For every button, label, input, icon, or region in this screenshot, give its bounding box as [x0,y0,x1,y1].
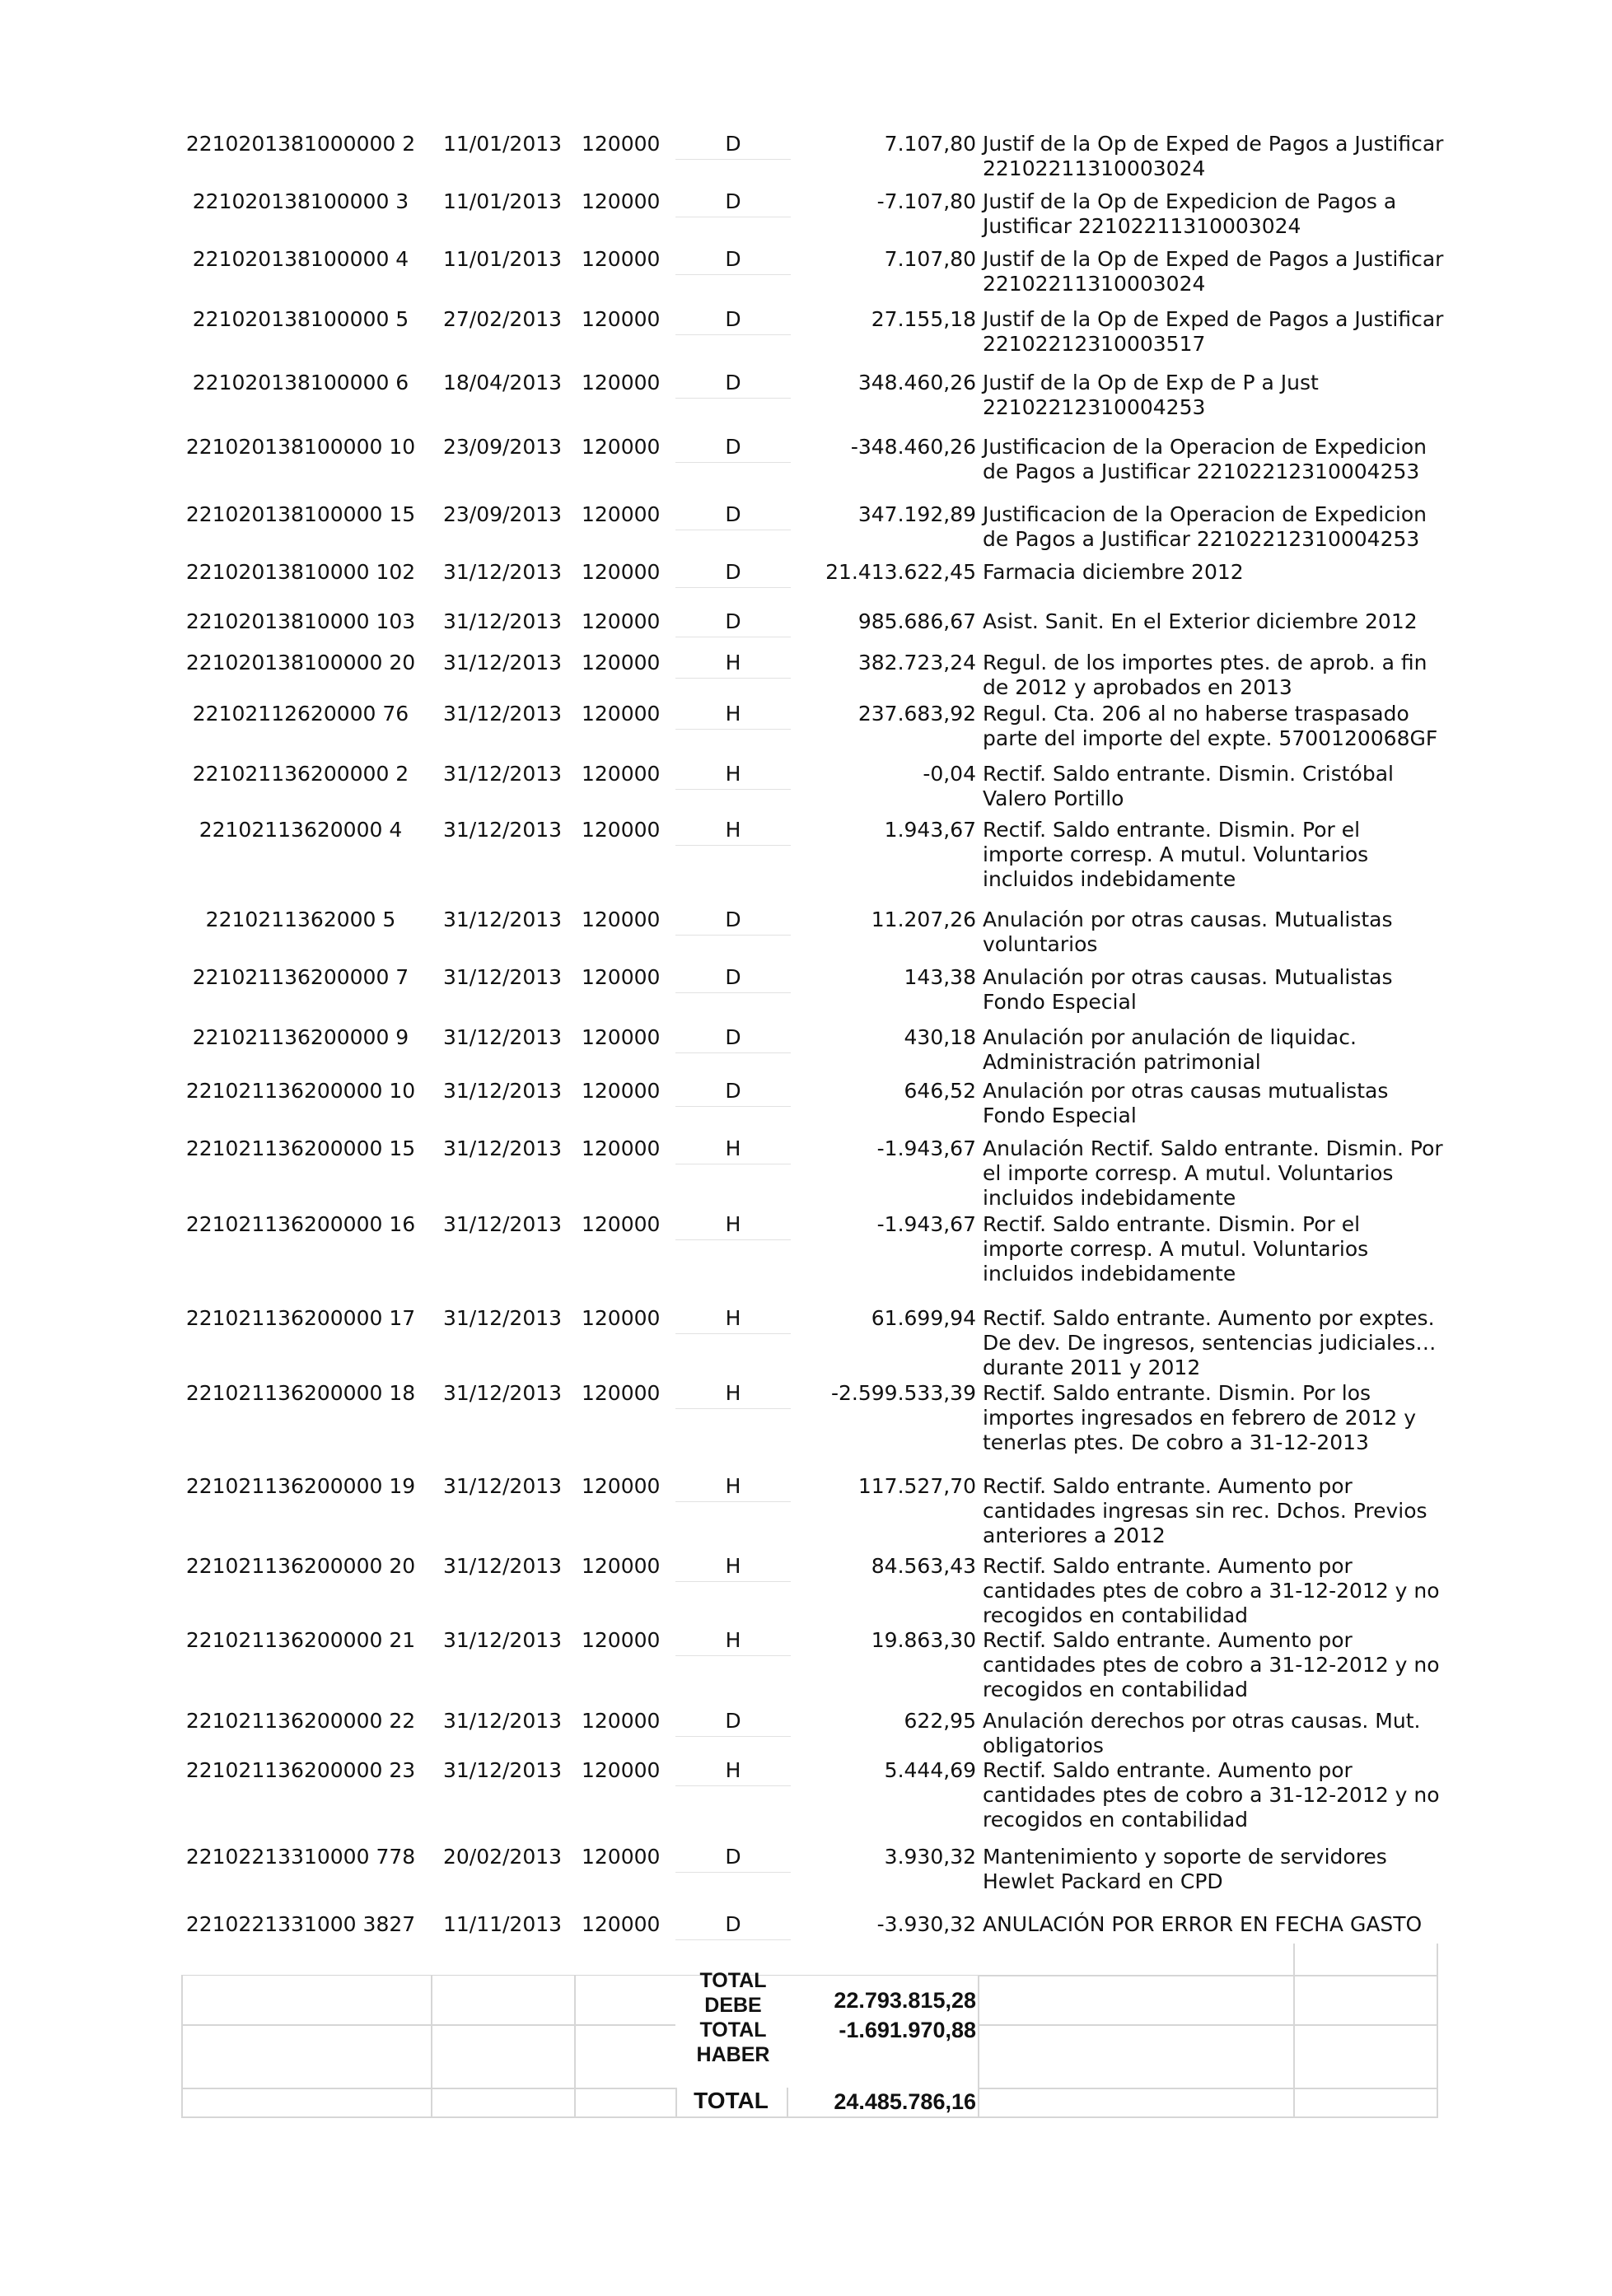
account-code: 120000 [582,762,661,786]
debit-credit-flag: H [725,702,741,726]
cell-border [675,334,791,335]
cell-border [675,992,791,993]
description: Anulación Rectif. Saldo entrante. Dismin. Por el importe corresp. A mutul. Voluntarios incluidos indebidamente [983,1136,1443,1210]
debit-credit-flag: D [725,435,741,459]
debit-credit-flag: D [725,1025,741,1049]
account-code: 120000 [582,1758,661,1782]
description: Rectif. Saldo entrante. Aumento por exptes. De dev. De ingresos, sentencias judiciales… durante 2011 y 2012 [983,1306,1437,1379]
account-code: 120000 [582,132,661,156]
account-code: 120000 [582,1912,661,1936]
debit-credit-flag: D [725,189,741,213]
cell-border [675,1872,791,1873]
entry-date: 18/04/2013 [442,371,563,394]
description: Anulación por anulación de liquidac. Administración patrimonial [983,1025,1357,1074]
cell-border [675,1736,791,1737]
entry-date: 31/12/2013 [442,1554,563,1578]
amount: -7.107,80 [876,189,976,213]
debit-credit-flag: H [725,1306,741,1330]
account-code: 120000 [582,189,661,213]
amount: 3.930,32 [884,1845,976,1869]
entry-id: 221020138100000 3 [192,189,409,213]
entry-id: 221021136200000 10 [185,1079,416,1103]
account-code: 120000 [582,247,661,271]
amount: -0,04 [923,762,976,786]
debit-credit-flag: H [725,762,741,786]
entry-id: 221020138100000 20 [185,651,416,674]
entry-date: 11/01/2013 [442,132,563,156]
debit-credit-flag: D [725,965,741,989]
amount: 5.444,69 [884,1758,976,1782]
description: Justif de la Op de Expedicion de Pagos a Justificar 22102211310003024 [983,189,1397,238]
entry-id: 221021136200000 9 [192,1025,409,1049]
cell-border [675,1581,791,1582]
entry-date: 31/12/2013 [442,1628,563,1652]
amount: 622,95 [904,1709,976,1733]
account-code: 120000 [582,371,661,394]
description: Rectif. Saldo entrante. Aumento por cantidades ptes de cobro a 31-12-2012 y no recogidos en contabilidad [983,1628,1440,1701]
account-code: 120000 [582,1136,661,1160]
cell-border [675,1052,791,1053]
description: Regul. de los importes ptes. de aprob. a fin de 2012 y aprobados en 2013 [983,651,1427,699]
entry-id: 221021136200000 21 [185,1628,416,1652]
amount: 430,18 [904,1025,976,1049]
total-haber-value: -1.691.970,88 [839,2018,976,2042]
description: Anulación por otras causas. Mutualistas Fondo Especial [983,965,1393,1014]
entry-date: 31/12/2013 [442,1758,563,1782]
description: Anulación derechos por otras causas. Mut. obligatorios [983,1709,1421,1757]
cell-border [675,1939,791,1940]
entry-date: 31/12/2013 [442,1306,563,1330]
total-debe-value: 22.793.815,28 [834,1988,976,2013]
entry-id: 221021136200000 17 [185,1306,416,1330]
amount: 19.863,30 [871,1628,976,1652]
amount: 348.460,26 [857,371,976,394]
account-code: 120000 [582,1709,661,1733]
cell-border [675,729,791,730]
entry-date: 31/12/2013 [442,609,563,633]
account-code: 120000 [582,1554,661,1578]
cell-border [675,789,791,790]
entry-date: 31/12/2013 [442,1025,563,1049]
entry-date: 31/12/2013 [442,1136,563,1160]
entry-id: 221021136200000 19 [185,1474,416,1498]
amount: 84.563,43 [871,1554,976,1578]
account-code: 120000 [582,1845,661,1869]
account-code: 120000 [582,502,661,526]
description: Rectif. Saldo entrante. Dismin. Por el importe corresp. A mutul. Voluntarios incluidos indebidamente [983,818,1369,891]
debit-credit-flag: D [725,247,741,271]
entry-date: 31/12/2013 [442,908,563,931]
description: Rectif. Saldo entrante. Aumento por cantidades ptes de cobro a 31-12-2012 y no recogidos en contabilidad [983,1758,1440,1832]
debit-credit-flag: H [725,1136,741,1160]
account-code: 120000 [582,908,661,931]
total-debe-label: TOTAL DEBE [699,1969,767,2017]
amount: 237.683,92 [857,702,976,726]
amount: -2.599.533,39 [830,1381,976,1405]
amount: 11.207,26 [871,908,976,931]
debit-credit-flag: D [725,1845,741,1869]
cell-border [675,1408,791,1409]
cell-border [675,1501,791,1502]
entry-date: 23/09/2013 [442,502,563,526]
description: Rectif. Saldo entrante. Dismin. Por el importe corresp. A mutul. Voluntarios incluidos indebidamente [983,1212,1369,1286]
account-code: 120000 [582,1628,661,1652]
entry-date: 27/02/2013 [442,307,563,331]
amount: -348.460,26 [850,435,976,459]
entry-id: 221020138100000 5 [192,307,409,331]
cell-border [675,1655,791,1656]
debit-credit-flag: H [725,1474,741,1498]
description: Anulación por otras causas. Mutualistas voluntarios [983,908,1393,956]
amount: 985.686,67 [857,609,976,633]
entry-date: 11/11/2013 [442,1912,563,1936]
description: Rectif. Saldo entrante. Aumento por cantidades ingresas sin rec. Dchos. Previos anteriores a 2012 [983,1474,1427,1547]
entry-id: 221021136200000 15 [185,1136,416,1160]
amount: 143,38 [904,965,976,989]
description: Rectif. Saldo entrante. Dismin. Por los importes ingresados en febrero de 2012 y tenerlas ptes. De cobro a 31-12-2013 [983,1381,1417,1454]
entry-id: 22102013810000 102 [185,560,416,584]
description: Justif de la Op de Exp de P a Just 22102212310004253 [983,371,1319,419]
debit-credit-flag: D [725,908,741,931]
cell-border [675,845,791,846]
entry-date: 31/12/2013 [442,702,563,726]
entry-date: 11/01/2013 [442,189,563,213]
debit-credit-flag: H [725,651,741,674]
amount: -3.930,32 [876,1912,976,1936]
entry-id: 221020138100000 6 [192,371,409,394]
cell-border [675,398,791,399]
amount: 7.107,80 [884,132,976,156]
description: Anulación por otras causas mutualistas Fondo Especial [983,1079,1389,1127]
entry-id: 22102113620000 4 [199,818,403,842]
entry-date: 20/02/2013 [442,1845,563,1869]
debit-credit-flag: D [725,502,741,526]
entry-date: 31/12/2013 [442,651,563,674]
entry-id: 22102112620000 76 [192,702,409,726]
entry-id: 221021136200000 23 [185,1758,416,1782]
entry-id: 221020138100000 10 [185,435,416,459]
description: Justificacion de la Operacion de Expedicion de Pagos a Justificar 22102212310004253 [983,435,1427,483]
grand-total-value: 24.485.786,16 [834,2089,976,2114]
entry-id: 221021136200000 18 [185,1381,416,1405]
description: Justif de la Op de Exped de Pagos a Justificar 22102211310003024 [983,247,1444,296]
cell-border [675,587,791,588]
entry-date: 11/01/2013 [442,247,563,271]
description: Justif de la Op de Exped de Pagos a Justificar 22102211310003024 [983,132,1444,180]
entry-date: 31/12/2013 [442,560,563,584]
description: ANULACIÓN POR ERROR EN FECHA GASTO [983,1912,1423,1936]
entry-id: 22102013810000 103 [185,609,416,633]
entry-id: 221021136200000 22 [185,1709,416,1733]
entry-id: 22102213310000 778 [185,1845,416,1869]
debit-credit-flag: H [725,818,741,842]
cell-border [675,935,791,936]
cell-border [675,1785,791,1786]
entry-id: 221021136200000 20 [185,1554,416,1578]
entry-date: 31/12/2013 [442,1709,563,1733]
amount: 117.527,70 [857,1474,976,1498]
account-code: 120000 [582,560,661,584]
cell-border [675,1239,791,1240]
debit-credit-flag: H [725,1381,741,1405]
entry-id: 2210221331000 3827 [185,1912,416,1936]
description: Rectif. Saldo entrante. Aumento por cantidades ptes de cobro a 31-12-2012 y no recogidos en contabilidad [983,1554,1440,1627]
description: Rectif. Saldo entrante. Dismin. Cristóbal Valero Portillo [983,762,1394,810]
entry-date: 31/12/2013 [442,1381,563,1405]
debit-credit-flag: H [725,1758,741,1782]
account-code: 120000 [582,1212,661,1236]
entry-date: 31/12/2013 [442,965,563,989]
debit-credit-flag: H [725,1554,741,1578]
entry-date: 31/12/2013 [442,1212,563,1236]
amount: 61.699,94 [871,1306,976,1330]
description: Asist. Sanit. En el Exterior diciembre 2012 [983,609,1418,633]
entry-id: 2210201381000000 2 [185,132,416,156]
account-code: 120000 [582,1306,661,1330]
cell-border [675,1333,791,1334]
account-code: 120000 [582,965,661,989]
debit-credit-flag: D [725,371,741,394]
account-code: 120000 [582,1025,661,1049]
cell-border [675,462,791,463]
debit-credit-flag: D [725,307,741,331]
debit-credit-flag: D [725,1912,741,1936]
entry-id: 2210211362000 5 [205,908,396,931]
debit-credit-flag: H [725,1212,741,1236]
amount: 382.723,24 [857,651,976,674]
debit-credit-flag: H [725,1628,741,1652]
amount: -1.943,67 [876,1212,976,1236]
cell-border [675,274,791,275]
amount: 646,52 [904,1079,976,1103]
account-code: 120000 [582,1381,661,1405]
amount: 21.413.622,45 [825,560,976,584]
entry-date: 23/09/2013 [442,435,563,459]
total-haber-label: TOTAL HABER [696,2018,770,2066]
entry-date: 31/12/2013 [442,818,563,842]
account-code: 120000 [582,435,661,459]
description: Justificacion de la Operacion de Expedicion de Pagos a Justificar 22102212310004253 [983,502,1427,551]
description: Mantenimiento y soporte de servidores Hewlet Packard en CPD [983,1845,1387,1893]
amount: 1.943,67 [884,818,976,842]
account-code: 120000 [582,1079,661,1103]
entry-date: 31/12/2013 [442,1079,563,1103]
entry-id: 221020138100000 15 [185,502,416,526]
account-code: 120000 [582,702,661,726]
entry-date: 31/12/2013 [442,762,563,786]
description: Justif de la Op de Exped de Pagos a Justificar 22102212310003517 [983,307,1444,356]
account-code: 120000 [582,307,661,331]
debit-credit-flag: D [725,1079,741,1103]
amount: -1.943,67 [876,1136,976,1160]
debit-credit-flag: D [725,132,741,156]
debit-credit-flag: D [725,609,741,633]
description: Farmacia diciembre 2012 [983,560,1244,584]
cell-border [675,159,791,160]
account-code: 120000 [582,609,661,633]
entry-id: 221021136200000 2 [192,762,409,786]
description: Regul. Cta. 206 al no haberse traspasado parte del importe del expte. 5700120068GF [983,702,1438,750]
debit-credit-flag: D [725,1709,741,1733]
entry-id: 221021136200000 7 [192,965,409,989]
amount: 347.192,89 [857,502,976,526]
debit-credit-flag: D [725,560,741,584]
entry-id: 221020138100000 4 [192,247,409,271]
grand-total-label: TOTAL [694,2088,769,2113]
cell-border [675,678,791,679]
entry-id: 221021136200000 16 [185,1212,416,1236]
account-code: 120000 [582,651,661,674]
amount: 7.107,80 [884,247,976,271]
entry-date: 31/12/2013 [442,1474,563,1498]
cell-border [675,1106,791,1107]
account-code: 120000 [582,818,661,842]
account-code: 120000 [582,1474,661,1498]
amount: 27.155,18 [871,307,976,331]
